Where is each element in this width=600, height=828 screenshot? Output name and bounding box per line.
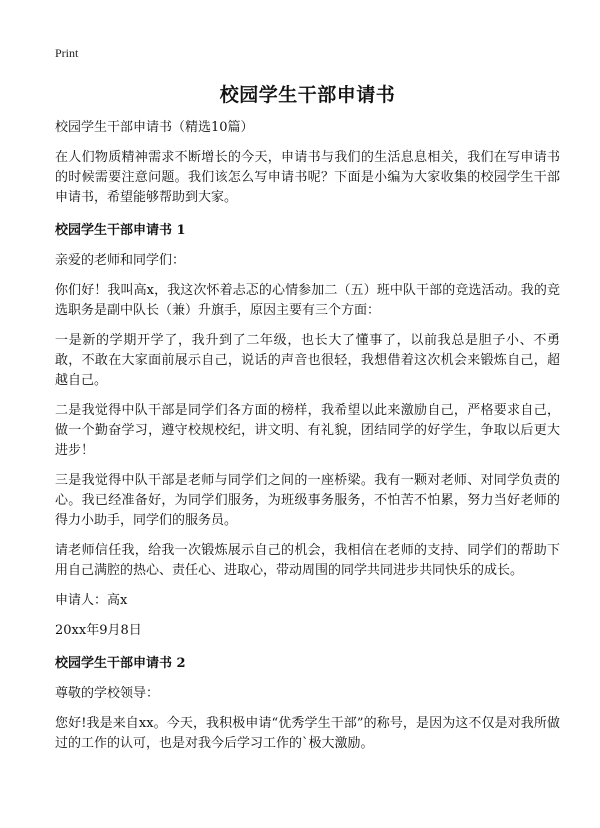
section-1-salutation: 亲爱的老师和同学们： — [55, 253, 186, 268]
section-1-paragraph: 请老师信任我，给我一次锻炼展示自己的机会，我相信在老师的支持、同学们的帮助下用自己满腔的热心、责任心、进取心，带动周围的同学共同进步共同快乐的成长。 — [55, 543, 560, 578]
section-1-paragraph: 三是我觉得中队干部是老师与同学们之间的一座桥梁。我有一颗对老师、对同学负责的心。我已经准备好，为同学们服务，为班级事务服务，不怕苦不怕累，努力当好老师的得力小助手，同学们的服务员。 — [55, 473, 560, 528]
document-subtitle: 校园学生干部申请书（精选10篇） — [55, 120, 254, 135]
section-2-paragraph: 您好!我是来自xx。今天，我积极申请“优秀学生干部”的称号，是因为这不仅是对我所做过的工作的认可，也是对我今后学习工作的`极大激励。 — [55, 716, 560, 751]
section-1-date: 20xx年9月8日 — [55, 623, 142, 638]
document-title: 校园学生干部申请书 — [219, 84, 396, 106]
intro-paragraph: 在人们物质精神需求不断增长的今天，申请书与我们的生活息息相关，我们在写申请书的时候需要注意问题。我们该怎么写申请书呢？下面是小编为大家收集的校园学生干部申请书，希望能够帮助到大家。 — [55, 150, 560, 205]
section-1-paragraph: 你们好！我叫高x，我这次怀着忐忑的心情参加二（五）班中队干部的竞选活动。我的竞选职务是副中队长（兼）升旗手，原因主要有三个方面： — [55, 283, 560, 318]
section-1-paragraph: 二是我觉得中队干部是同学们各方面的榜样，我希望以此来激励自己，严格要求自己，做一个勤奋学习，遵守校规校纪，讲文明、有礼貌，团结同学的好学生，争取以后更大进步！ — [55, 403, 560, 458]
section-2-heading: 校园学生干部申请书 2 — [55, 656, 186, 671]
section-1-heading: 校园学生干部申请书 1 — [55, 223, 186, 238]
section-1-paragraph: 一是新的学期开学了，我升到了二年级，也长大了懂事了，以前我总是胆子小、不勇敢，不敢在大家面前展示自己，说话的声音也很轻，我想借着这次机会来锻炼自己，超越自己。 — [55, 333, 560, 388]
section-1-applicant: 申请人：高x — [55, 593, 128, 608]
section-2-salutation: 尊敬的学校领导： — [55, 686, 160, 701]
print-link[interactable]: Print — [55, 46, 79, 60]
